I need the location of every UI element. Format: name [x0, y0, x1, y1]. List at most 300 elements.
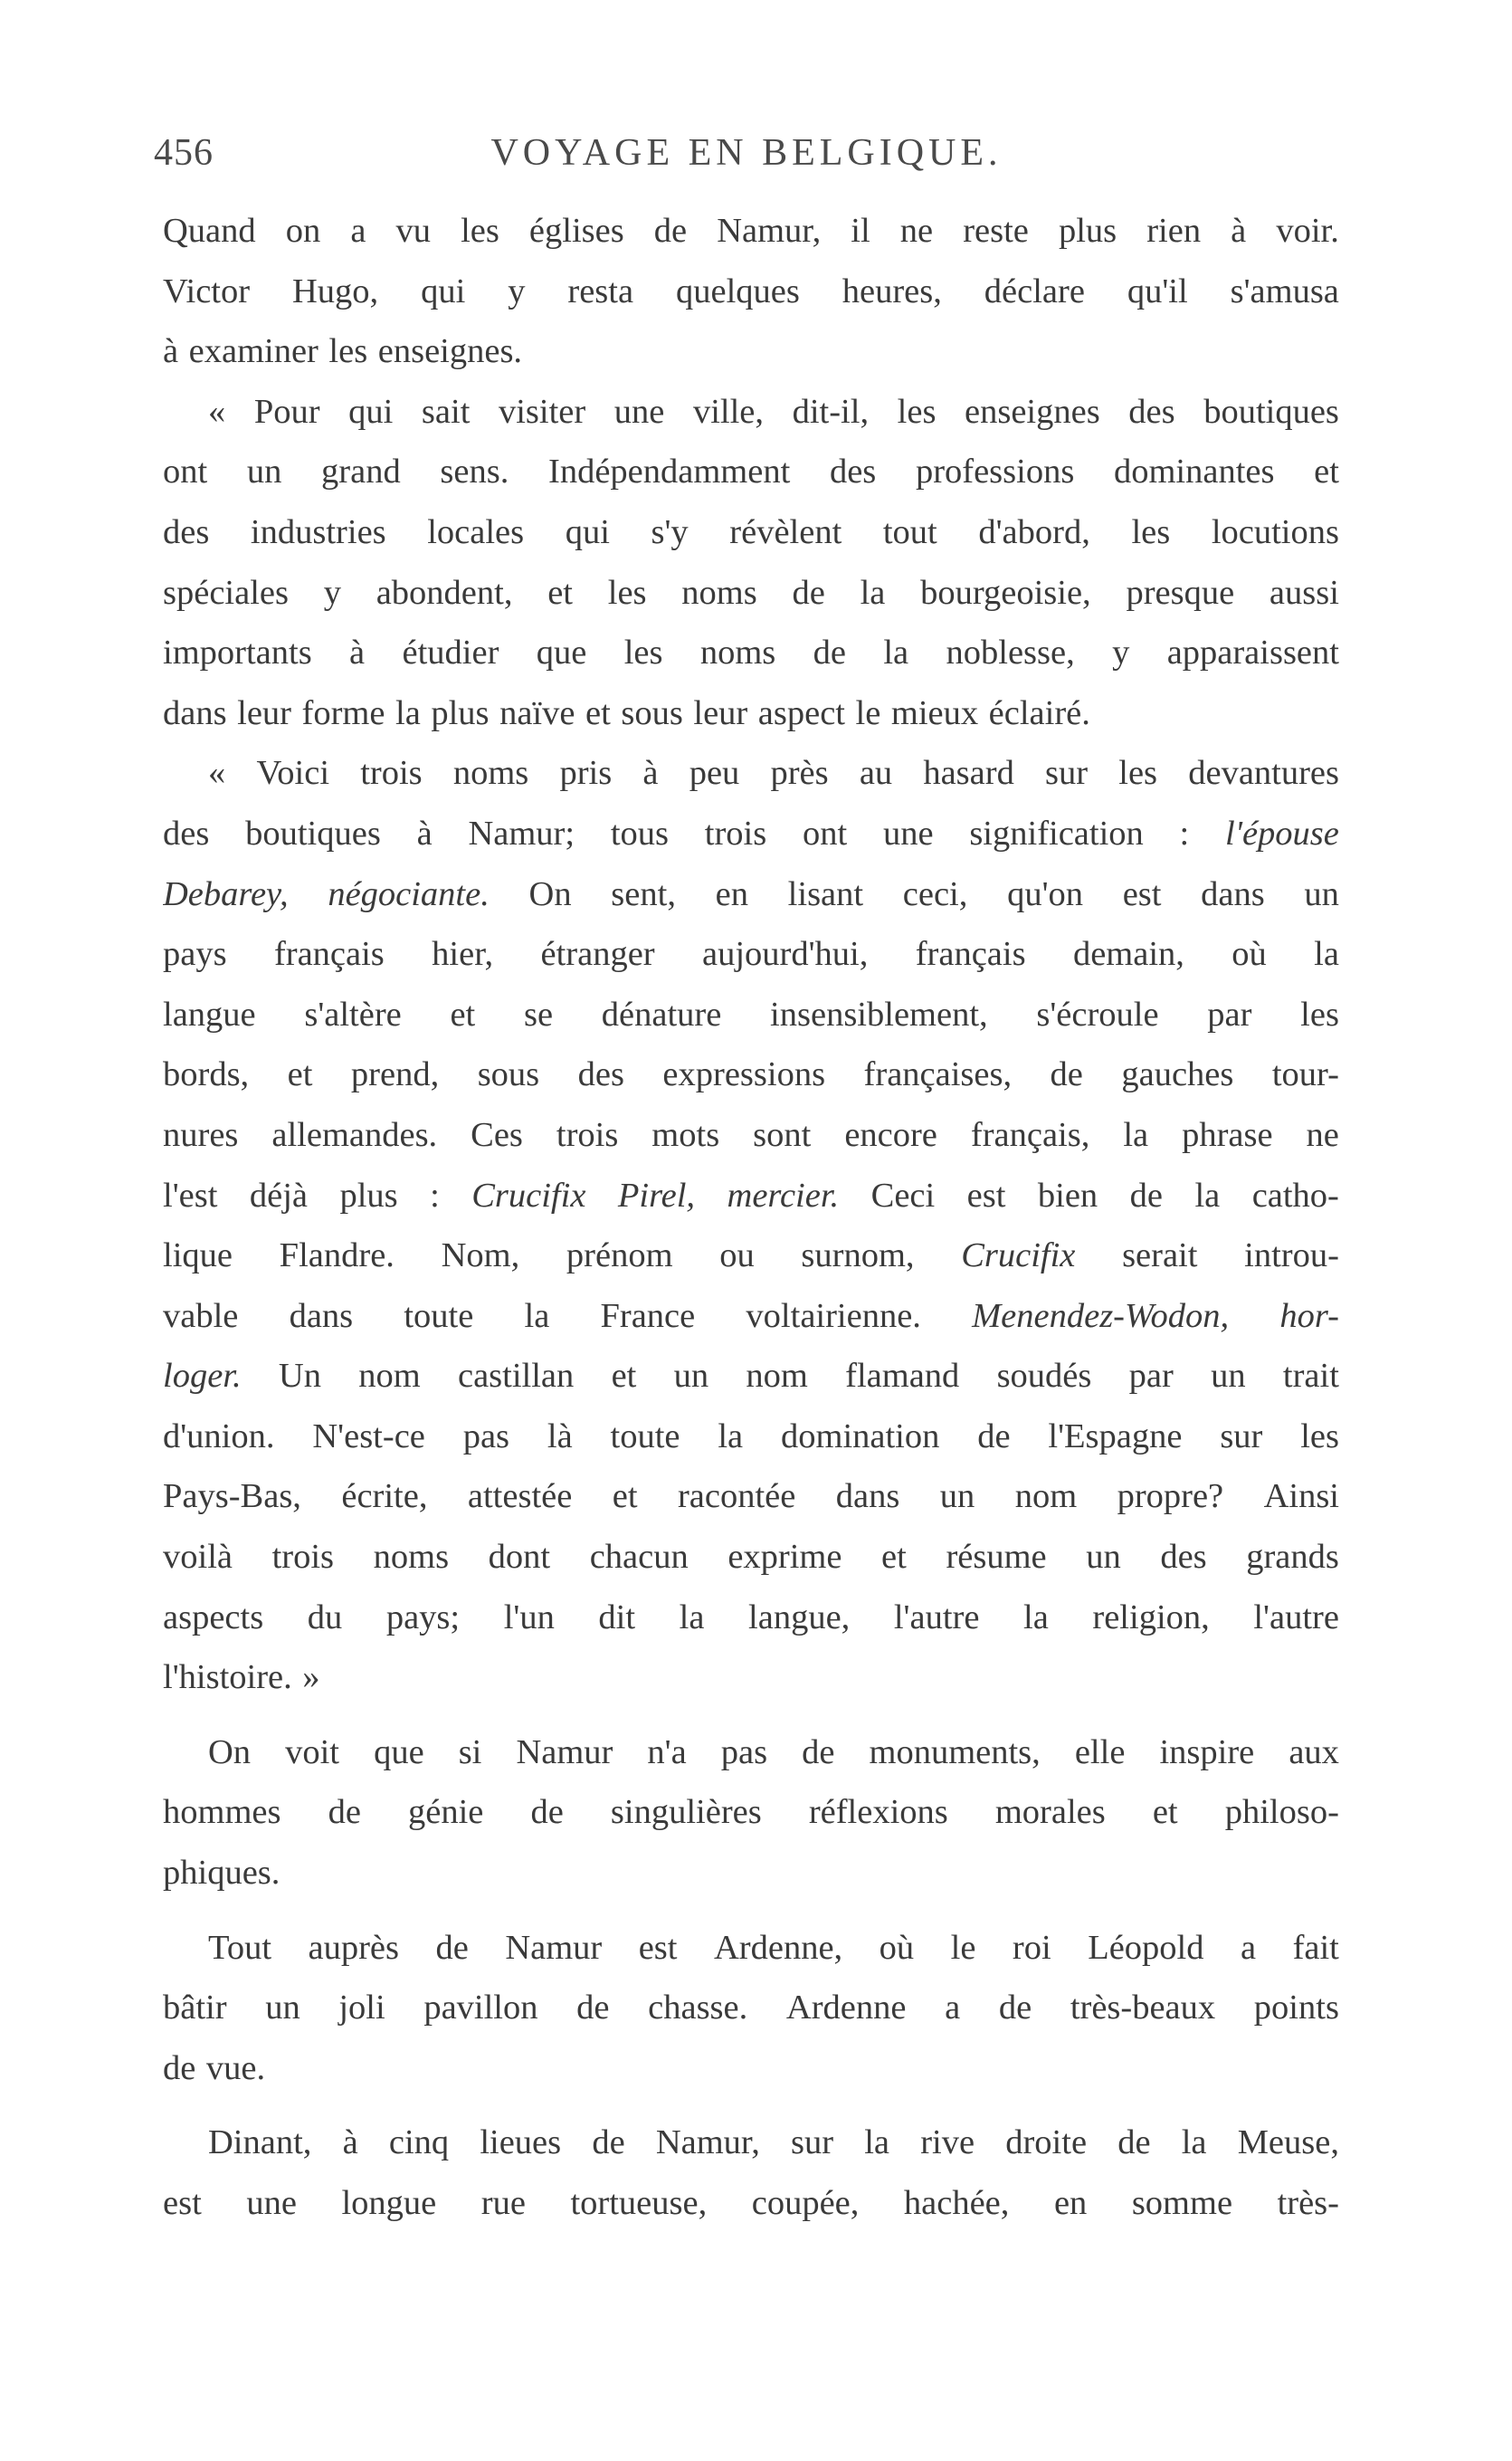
word: sur — [1045, 754, 1089, 793]
word: la — [524, 1296, 550, 1335]
word: de — [328, 1793, 361, 1832]
text-line — [163, 1286, 1339, 1347]
word: étranger — [540, 935, 655, 974]
word: Crucifix — [471, 1176, 586, 1215]
text-line — [163, 623, 1339, 683]
word: de — [576, 1989, 610, 2027]
word: dont — [488, 1538, 551, 1577]
word: par — [1207, 995, 1252, 1034]
word: visiter — [498, 392, 586, 431]
word: les — [328, 332, 368, 371]
word: nom — [746, 1357, 808, 1396]
word: Victor — [163, 272, 251, 310]
word: de — [163, 2048, 196, 2087]
word: à — [163, 332, 179, 371]
word: tortueuse, — [570, 2184, 708, 2222]
word: une — [246, 2184, 297, 2222]
word: en — [715, 874, 748, 913]
word: s'écroule — [1036, 995, 1159, 1034]
word: réflexions — [808, 1793, 948, 1832]
word: Nom, — [441, 1236, 520, 1275]
paragraph — [163, 1722, 1339, 1903]
word: lisant — [787, 874, 864, 913]
word: Pays-Bas, — [163, 1477, 301, 1516]
word: longue — [341, 2184, 437, 2222]
word: est — [638, 1928, 678, 1967]
word: peu — [689, 754, 740, 793]
word: surnom, — [801, 1236, 915, 1275]
text-line — [163, 1588, 1339, 1648]
word: de — [653, 212, 688, 250]
word: une — [613, 392, 665, 431]
word: déclare — [984, 272, 1085, 310]
word: Crucifix — [961, 1236, 1076, 1275]
word: expressions — [662, 1055, 826, 1094]
word: des — [577, 1055, 624, 1094]
word: un — [1304, 874, 1339, 913]
text-line — [163, 1105, 1339, 1166]
word: dénature — [601, 995, 722, 1034]
page-number: 456 — [154, 132, 214, 174]
word: la — [395, 693, 421, 732]
word: dans — [1201, 874, 1265, 913]
word: aspect — [757, 693, 845, 732]
word: bords, — [163, 1055, 250, 1094]
word: dit-il, — [792, 392, 870, 431]
word: castillan — [457, 1357, 575, 1396]
word: pays — [163, 935, 227, 974]
word: les — [897, 392, 937, 431]
word: ceci, — [902, 874, 968, 913]
word: il — [851, 212, 870, 250]
word: aujourd'hui, — [701, 935, 869, 974]
word: voltairienne. — [746, 1296, 921, 1335]
word: sens. — [440, 453, 509, 491]
word: vue. — [205, 2048, 266, 2087]
word: est — [1122, 874, 1162, 913]
word: grand — [321, 453, 401, 491]
word: toute — [610, 1417, 680, 1455]
word: éclairé. — [988, 693, 1090, 732]
word: serait — [1122, 1236, 1198, 1275]
word: On — [208, 1732, 252, 1771]
word: attestée — [467, 1477, 573, 1516]
word: pavillon — [423, 1989, 538, 2027]
word: qu'on — [1007, 874, 1083, 913]
word: leur — [693, 693, 748, 732]
word: à — [1231, 212, 1247, 250]
word: droite — [1005, 2123, 1088, 2162]
word: au — [859, 754, 893, 793]
text-line — [163, 1843, 1339, 1903]
word: un — [673, 1357, 709, 1396]
word: la — [718, 1417, 744, 1455]
word: rive — [920, 2123, 975, 2162]
word: chasse. — [648, 1989, 748, 2027]
word: hor- — [1279, 1296, 1339, 1335]
word: Tout — [208, 1928, 272, 1967]
word: la — [1314, 935, 1339, 974]
word: une — [882, 814, 934, 853]
word: s'y — [651, 512, 689, 551]
word: heures, — [842, 272, 942, 310]
word: où — [879, 1928, 915, 1967]
word: prénom — [566, 1236, 673, 1275]
text-line — [163, 1722, 1339, 1783]
word: est — [163, 2184, 202, 2222]
word: que — [536, 634, 587, 672]
word: s'altère — [304, 995, 402, 1034]
word: noms — [681, 573, 757, 612]
text-line — [163, 1407, 1339, 1467]
word: toute — [404, 1296, 474, 1335]
word: introu- — [1244, 1236, 1339, 1275]
word: où — [1231, 935, 1267, 974]
word: chacun — [589, 1538, 689, 1577]
word: l'Espagne — [1048, 1417, 1183, 1455]
word: signification — [969, 814, 1144, 853]
word: exprime — [727, 1538, 842, 1577]
word: forme — [301, 693, 385, 732]
word: Ainsi — [1263, 1477, 1339, 1516]
word: sous — [621, 693, 683, 732]
text-line — [163, 1166, 1339, 1226]
word: soudés — [996, 1357, 1092, 1396]
word: l'épouse — [1225, 814, 1339, 853]
text-line — [163, 804, 1339, 864]
word: spéciales — [163, 573, 289, 612]
word: propre? — [1117, 1477, 1224, 1516]
word: locales — [427, 512, 525, 551]
word: vu — [395, 212, 431, 250]
word: ne — [1306, 1115, 1339, 1154]
word: près — [770, 754, 829, 793]
word: que — [374, 1732, 424, 1771]
word: singulières — [610, 1793, 762, 1832]
word: apparaissent — [1166, 634, 1339, 672]
word: d'union. — [163, 1417, 275, 1455]
word: l'un — [503, 1598, 555, 1636]
word: de — [592, 2123, 625, 2162]
word: Pirel, — [617, 1176, 696, 1215]
word: insensiblement, — [770, 995, 988, 1034]
word: voit — [285, 1732, 340, 1771]
word: sur — [1220, 1417, 1263, 1455]
word: les — [1300, 995, 1339, 1034]
word: Namur, — [717, 212, 822, 250]
word: inspire — [1159, 1732, 1255, 1771]
word: Namur — [516, 1732, 613, 1771]
word: par — [1128, 1357, 1174, 1396]
word: sous — [477, 1055, 540, 1094]
word: cinq — [388, 2123, 450, 2162]
word: Léopold — [1088, 1928, 1204, 1967]
word: négociante. — [328, 874, 490, 913]
text-line — [163, 1978, 1339, 2038]
word: noms — [373, 1538, 450, 1577]
word: Pour — [253, 392, 320, 431]
word: de — [792, 573, 825, 612]
word: des — [1128, 392, 1175, 431]
text-line — [163, 1918, 1339, 1979]
word: à — [416, 814, 433, 853]
word: l'autre — [1253, 1598, 1339, 1636]
word: loger. — [163, 1357, 242, 1396]
word: de — [1050, 1055, 1083, 1094]
word: la — [883, 634, 909, 672]
word: les — [1131, 512, 1171, 551]
word: la — [679, 1598, 705, 1636]
word: Ceci — [870, 1176, 936, 1215]
word: France — [600, 1296, 696, 1335]
running-head — [154, 131, 1339, 186]
word: quelques — [675, 272, 800, 310]
word: pas — [720, 1732, 768, 1771]
text-line — [163, 382, 1339, 443]
word: des — [829, 453, 877, 491]
word: philoso- — [1224, 1793, 1339, 1832]
word: et — [1314, 453, 1339, 491]
word: boutiques — [1203, 392, 1339, 431]
word: dit — [598, 1598, 636, 1636]
word: de — [813, 634, 846, 672]
word: On — [528, 874, 572, 913]
word: pris — [559, 754, 613, 793]
word: a — [350, 212, 366, 250]
word: Hugo, — [291, 272, 379, 310]
text-line — [163, 1647, 1339, 1708]
word: racontée — [677, 1477, 796, 1516]
word: qui — [348, 392, 394, 431]
word: trois — [360, 754, 423, 793]
word: Ardenne — [785, 1989, 907, 2027]
text-line — [163, 201, 1339, 262]
word: de — [998, 1989, 1032, 2027]
word: et — [611, 1357, 637, 1396]
word: naïve — [499, 693, 575, 732]
word: flamand — [845, 1357, 960, 1396]
word: et — [450, 995, 476, 1034]
word: boutiques — [245, 814, 381, 853]
word: les — [461, 212, 499, 250]
word: l'autre — [893, 1598, 980, 1636]
text-line — [163, 1226, 1339, 1286]
word: prend, — [350, 1055, 440, 1094]
word: et — [547, 573, 574, 612]
word: mercier. — [727, 1176, 840, 1215]
word: un — [939, 1477, 975, 1516]
word: aspects — [163, 1598, 264, 1636]
word: un — [265, 1989, 300, 2027]
word: leur — [237, 693, 291, 732]
word: le — [950, 1928, 976, 1967]
word: ou — [719, 1236, 755, 1275]
word: voir. — [1276, 212, 1339, 250]
word: résume — [946, 1538, 1047, 1577]
word: Meuse, — [1237, 2123, 1339, 2162]
word: écrite, — [341, 1477, 428, 1516]
text-line — [163, 1782, 1339, 1843]
word: Dinant, — [208, 2123, 312, 2162]
text-line — [163, 2113, 1339, 2173]
word: bien — [1037, 1176, 1098, 1215]
word: l'est — [163, 1176, 218, 1215]
word: un — [1211, 1357, 1246, 1396]
text-line — [163, 864, 1339, 925]
word: s'amusa — [1230, 272, 1339, 310]
word: noms — [699, 634, 776, 672]
word: dans — [835, 1477, 900, 1516]
word: encore — [844, 1115, 937, 1154]
word: : — [1179, 814, 1190, 853]
word: allemandes. — [271, 1115, 438, 1154]
running-title: VOYAGE EN BELGIQUE. — [490, 132, 1003, 174]
word: N'est-ce — [312, 1417, 425, 1455]
word: Namur, — [655, 2123, 760, 2162]
word: un — [1086, 1538, 1121, 1577]
word: grands — [1246, 1538, 1339, 1577]
word: Ardenne, — [713, 1928, 843, 1967]
word: les — [1300, 1417, 1339, 1455]
word: noms — [452, 754, 529, 793]
word: Quand — [163, 212, 256, 250]
word: est — [966, 1176, 1006, 1215]
word: Flandre. — [279, 1236, 395, 1275]
word: un — [246, 453, 282, 491]
text-line — [163, 1044, 1339, 1105]
word: trait — [1282, 1357, 1339, 1396]
word: langue, — [748, 1598, 851, 1636]
word: locutions — [1211, 512, 1339, 551]
word: sont — [753, 1115, 812, 1154]
word: : — [430, 1176, 440, 1215]
word: devantures — [1188, 754, 1339, 793]
text-line — [163, 924, 1339, 985]
word: tour- — [1271, 1055, 1339, 1094]
word: y — [1112, 634, 1130, 672]
text-line — [163, 563, 1339, 624]
word: religion, — [1092, 1598, 1210, 1636]
word: Namur — [505, 1928, 603, 1967]
word: le — [855, 693, 881, 732]
word: aussi — [1269, 573, 1339, 612]
word: professions — [915, 453, 1075, 491]
word: phrase — [1182, 1115, 1273, 1154]
word: y — [323, 573, 341, 612]
text-line — [163, 262, 1339, 322]
word: à — [642, 754, 659, 793]
text-line — [163, 2038, 1339, 2099]
word: somme — [1131, 2184, 1233, 2222]
word: points — [1253, 1989, 1339, 2027]
word: langue — [163, 995, 256, 1034]
text-line — [163, 502, 1339, 563]
paragraph — [163, 201, 1339, 382]
word: de — [435, 1928, 469, 1967]
word: de — [1117, 2123, 1151, 2162]
word: bourgeoisie, — [920, 573, 1091, 612]
word: et — [1152, 1793, 1178, 1832]
text-line — [163, 683, 1339, 744]
word: et — [287, 1055, 313, 1094]
word: de — [1129, 1176, 1163, 1215]
word: français, — [970, 1115, 1090, 1154]
word: » — [302, 1658, 320, 1697]
word: phiques. — [163, 1854, 281, 1893]
paragraph — [163, 1918, 1339, 2099]
word: hasard — [923, 754, 1014, 793]
word: si — [458, 1732, 482, 1771]
word: rien — [1146, 212, 1202, 250]
word: des — [163, 512, 210, 551]
word: resta — [567, 272, 634, 310]
word: françaises, — [863, 1055, 1013, 1094]
word: coupée, — [751, 2184, 860, 2222]
word: qui — [565, 512, 610, 551]
word: examiner — [188, 332, 319, 371]
text-line — [163, 442, 1339, 502]
word: domination — [781, 1417, 940, 1455]
text-line — [163, 743, 1339, 804]
word: très- — [1277, 2184, 1339, 2222]
word: roi — [1012, 1928, 1051, 1967]
word: enseignes. — [377, 332, 523, 371]
paragraph-gap — [163, 2098, 1339, 2113]
word: Debarey, — [163, 874, 289, 913]
text-line — [163, 985, 1339, 1045]
word: les — [607, 573, 647, 612]
word: lieues — [480, 2123, 562, 2162]
paragraph — [163, 382, 1339, 744]
word: enseignes — [965, 392, 1100, 431]
word: révèlent — [729, 512, 842, 551]
text-line — [163, 321, 1339, 382]
word: très-beaux — [1070, 1989, 1216, 2027]
word: sent, — [611, 874, 676, 913]
word: dans — [289, 1296, 354, 1335]
body-text — [163, 201, 1339, 2234]
word: des — [163, 814, 210, 853]
word: reste — [963, 212, 1029, 250]
word: pays; — [385, 1598, 461, 1636]
paragraph-gap — [163, 1903, 1339, 1918]
word: mots — [651, 1115, 720, 1154]
text-line — [163, 1346, 1339, 1407]
word: hommes — [163, 1793, 281, 1832]
word: fait — [1292, 1928, 1339, 1967]
word: importants — [163, 634, 312, 672]
word: hier, — [432, 935, 494, 974]
word: sur — [791, 2123, 834, 2162]
word: l'histoire. — [163, 1658, 292, 1697]
word: a — [1240, 1928, 1257, 1967]
word: la — [1194, 1176, 1221, 1215]
word: presque — [1126, 573, 1235, 612]
word: qui — [421, 272, 466, 310]
word: à — [342, 2123, 358, 2162]
word: catho- — [1251, 1176, 1339, 1215]
word: là — [547, 1417, 573, 1455]
text-line — [163, 1466, 1339, 1527]
word: tous — [610, 814, 669, 853]
word: auprès — [308, 1928, 399, 1967]
word: et — [585, 693, 611, 732]
word: Menendez-Wodon, — [972, 1296, 1230, 1335]
word: et — [612, 1477, 638, 1516]
word: joli — [338, 1989, 385, 2027]
word: pas — [462, 1417, 510, 1455]
word: et — [881, 1538, 907, 1577]
